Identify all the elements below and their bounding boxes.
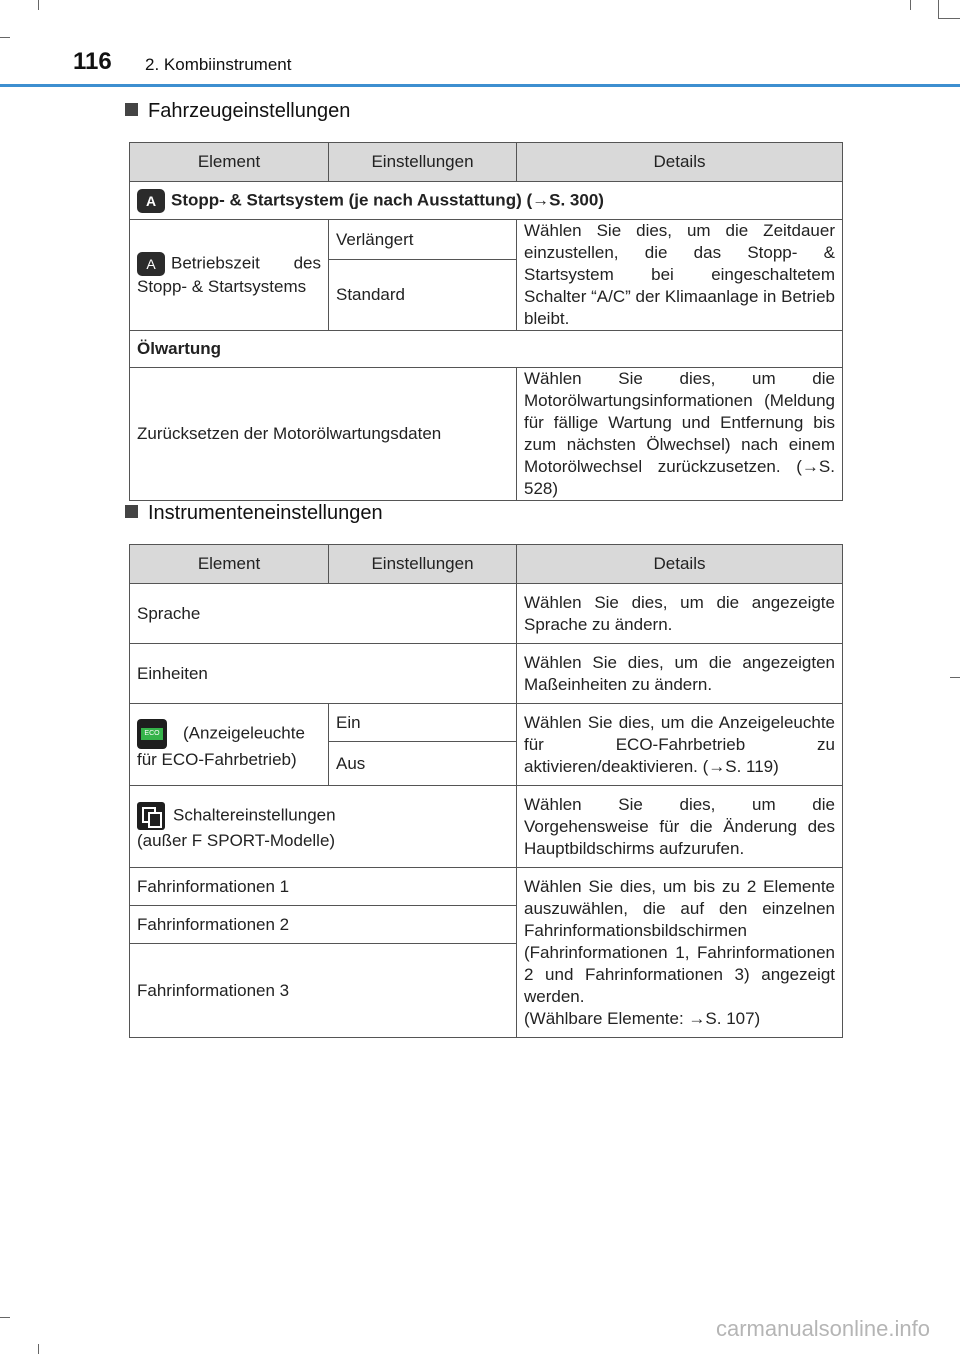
auto-stop-start-icon: A <box>137 252 165 276</box>
eco-details: Wählen Sie dies, um die Anzeigeleuchte für ECO-Fahrbetrieb zu aktivieren/deaktivieren. (→S. 119) <box>517 704 843 786</box>
table-header-row <box>130 143 843 182</box>
option-standard: Standard <box>329 260 517 331</box>
crop-mark <box>0 1317 10 1318</box>
crop-mark <box>38 0 39 10</box>
stop-start-group-cell <box>130 182 843 220</box>
crop-mark <box>938 0 939 18</box>
operating-time-element-cell <box>130 220 329 331</box>
oil-group-cell: Ölwartung <box>130 331 843 368</box>
option-off: Aus <box>329 742 517 786</box>
drive-info-reference: (Wählbare Elemente: →S. 107) <box>524 1009 761 1028</box>
table-group-row <box>130 331 843 368</box>
oil-reset-details: Wählen Sie dies, um die Motorölwartungsinformationen (Meldung für fällige Wartung und Entfernung bis zum nächsten Ölwechsel) nach einem Motorölwechsel zurückzusetzen. (→S. 528) <box>517 368 843 501</box>
switch-element-label: Schaltereinstellungen <box>173 804 336 824</box>
auto-stop-start-icon: A <box>137 189 165 213</box>
switch-element-note: (außer F SPORT-Modelle) <box>137 830 336 850</box>
table-row <box>130 220 843 260</box>
drive-info-1: Fahrinformationen 1 <box>130 868 517 906</box>
table-row <box>130 644 843 704</box>
option-extended: Verlängert <box>329 220 517 260</box>
column-header-element: Element <box>130 143 329 182</box>
table-row <box>130 704 843 742</box>
vehicle-settings-table <box>129 142 843 501</box>
eco-indicator-icon: ECO <box>137 719 167 749</box>
table-group-row <box>130 182 843 220</box>
crop-mark <box>910 0 911 10</box>
section-instrument-settings <box>125 502 383 525</box>
stop-start-group-label: Stopp- & Startsystem (je nach Ausstattung) (→S. 300) <box>171 189 604 209</box>
column-header-details: Details <box>517 143 843 182</box>
units-element: Einheiten <box>130 644 517 704</box>
eco-element-label: (Anzeigeleuchte für ECO-Fahrbetrieb) <box>137 722 305 769</box>
section-title: Instrumenteneinstellungen <box>148 502 383 524</box>
eco-element-cell <box>130 704 329 786</box>
section-bullet-icon <box>125 505 138 518</box>
watermark: carmanualsonline.info <box>715 1316 930 1341</box>
drive-info-2: Fahrinformationen 2 <box>130 906 517 944</box>
crop-mark <box>938 18 960 19</box>
table-row <box>130 786 843 868</box>
instrument-settings-table <box>129 544 843 1038</box>
column-header-settings: Einstellungen <box>329 545 517 584</box>
column-header-settings: Einstellungen <box>329 143 517 182</box>
drive-info-3: Fahrinformationen 3 <box>130 944 517 1038</box>
chapter-title: 2. Kombiinstrument <box>145 55 292 74</box>
operating-time-details: Wählen Sie dies, um die Zeitdauer einzustellen, die das Stopp- & Startsystem bei eingeschaltetem Schalter “A/C” der Klimaanlage in Betrieb bleibt. <box>517 220 843 331</box>
section-vehicle-settings <box>125 100 350 123</box>
crop-mark <box>0 37 10 38</box>
units-details: Wählen Sie dies, um die angezeigten Maßeinheiten zu ändern. <box>517 644 843 704</box>
oil-reset-element: Zurücksetzen der Motorölwartungsdaten <box>130 368 517 501</box>
language-element: Sprache <box>130 584 517 644</box>
drive-info-details: Wählen Sie dies, um bis zu 2 Elemente auszuwählen, die auf den einzelnen Fahrinformationsbildschirmen (Fahrinformationen 1, Fahrinformationen 2 und Fahrinformationen 3) angezeigt werden. <box>524 877 835 1006</box>
switch-details: Wählen Sie dies, um die Vorgehensweise für die Änderung des Hauptbildschirms aufzurufen. <box>517 786 843 868</box>
option-on: Ein <box>329 704 517 742</box>
header-rule <box>0 84 960 87</box>
crop-mark <box>950 677 960 678</box>
page-number: 116 <box>73 48 112 75</box>
switch-element-cell <box>130 786 517 868</box>
table-row <box>130 368 843 501</box>
crop-mark <box>38 1344 39 1354</box>
column-header-element: Element <box>130 545 329 584</box>
section-bullet-icon <box>125 103 138 116</box>
table-row <box>130 868 843 906</box>
section-title: Fahrzeugeinstellungen <box>148 100 351 122</box>
column-header-details: Details <box>517 545 843 584</box>
switch-settings-icon <box>137 802 165 830</box>
table-row <box>130 584 843 644</box>
table-header-row <box>130 545 843 584</box>
language-details: Wählen Sie dies, um die angezeigte Sprache zu ändern. <box>517 584 843 644</box>
operating-time-label: Betriebszeit des Stopp- & Startsystems <box>137 253 321 296</box>
drive-info-details-cell <box>517 868 843 1038</box>
